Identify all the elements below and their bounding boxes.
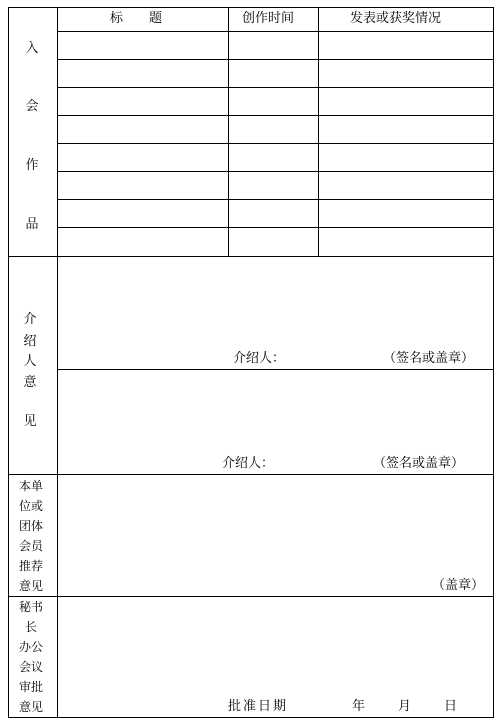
approval-date-label: 批准日期: [228, 699, 289, 714]
approval-month: 月: [398, 699, 412, 714]
column-divider: [228, 7, 229, 256]
recommender-1-sign: （签名或盖章）: [383, 351, 475, 366]
recommender-2-label: 介绍人：: [222, 456, 275, 471]
row-divider: [57, 227, 494, 228]
section-divider: [8, 256, 494, 257]
recommender-label-char: 意: [23, 375, 37, 390]
section-divider: [8, 474, 494, 475]
row-divider: [57, 115, 494, 116]
column-header-creation-time: 创作时间: [242, 11, 295, 26]
row-divider: [57, 59, 494, 60]
row-divider: [57, 87, 494, 88]
column-divider: [318, 7, 319, 256]
recommender-label-char: 绍: [23, 334, 37, 349]
unit-recommendation-label: 本单 位或 团体 会员 推荐 意见: [18, 479, 43, 593]
unit-seal: （盖章）: [432, 578, 485, 593]
approval-year: 年: [352, 699, 366, 714]
column-header-title: 标 题: [110, 11, 163, 26]
recommender-label-char: 介: [23, 312, 37, 327]
works-label-char: 会: [25, 99, 39, 114]
row-divider: [57, 143, 494, 144]
row-divider: [57, 171, 494, 172]
works-label-char: 入: [25, 41, 39, 56]
secretary-approval-label: 秘书 长 办公 会议 审批 意见: [18, 600, 43, 714]
approval-day: 日: [444, 699, 458, 714]
row-divider: [57, 31, 494, 32]
works-label-char: 作: [25, 158, 39, 173]
recommender-label-char: 人: [23, 354, 37, 369]
label-column-divider: [57, 7, 58, 718]
recommender-1-label: 介绍人：: [233, 351, 286, 366]
recommender-label-char: 见: [23, 414, 37, 429]
recommender-2-sign: （签名或盖章）: [373, 456, 465, 471]
column-header-publication: 发表或获奖情况: [350, 11, 442, 26]
row-divider: [57, 369, 494, 370]
row-divider: [57, 199, 494, 200]
section-divider: [8, 596, 494, 597]
works-label-char: 品: [25, 217, 39, 232]
